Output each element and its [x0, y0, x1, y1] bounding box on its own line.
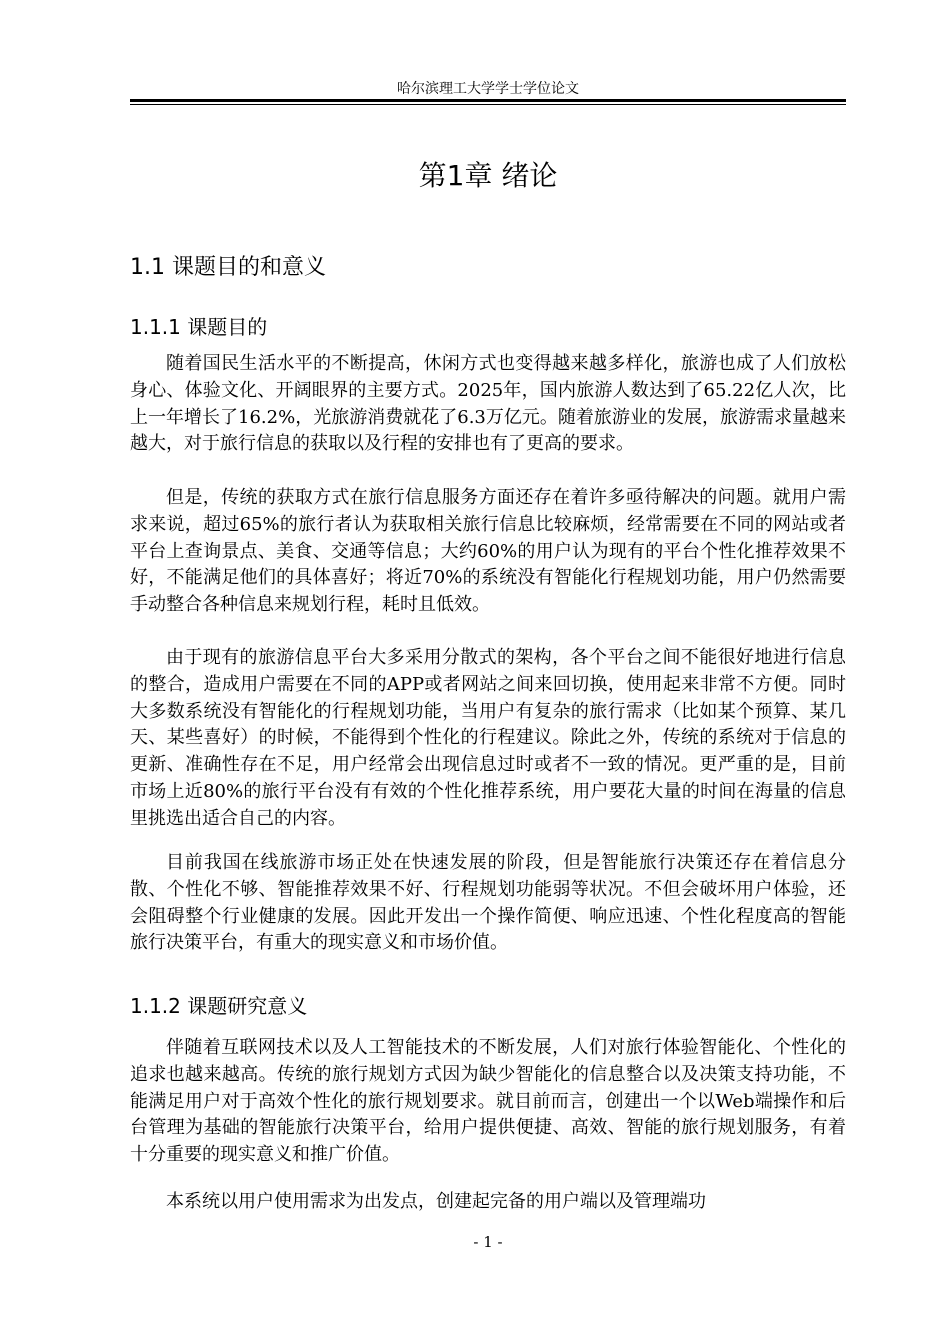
paragraph-3: 由于现有的旅游信息平台大多采用分散式的架构，各个平台之间不能很好地进行信息的整合，造成用户需要在不同的APP或者网站之间来回切换，使用起来非常不方便。同时大多数系统没有智能化的行程规划功能，当用户有复杂的旅行需求（比如某个预算、某几天、某些喜好）的时候，不能得到个性化的行程建议。除此之外，传统的系统对于信息的更新、准确性存在不足，用户经常会出现信息过时或者不一致的情况。更严重的是，目前市场上近80%的旅行平台没有有效的个性化推荐系统，用户要花大量的时间在海量的信息里挑选出适合自己的内容。	[130, 647, 846, 829]
section-heading-1-1: 1.1 课题目的和意义	[130, 255, 326, 280]
paragraph-2: 但是，传统的获取方式在旅行信息服务方面还存在着许多亟待解决的问题。就用户需求来说，超过65%的旅行者认为获取相关旅行信息比较麻烦，经常需要在不同的网站或者平台上查询景点、美食、交通等信息；大约60%的用户认为现有的平台个性化推荐效果不好，不能满足他们的具体喜好；将近70%的系统没有智能化行程规划功能，用户仍然需要手动整合各种信息来规划行程，耗时且低效。	[130, 487, 846, 616]
header-rule-thin	[130, 104, 846, 105]
section-heading-1-1-1: 1.1.1 课题目的	[130, 315, 268, 339]
running-header: 哈尔滨理工大学学士学位论文	[397, 81, 579, 97]
page-number: - 1 -	[473, 1233, 503, 1251]
paragraph-5: 伴随着互联网技术以及人工智能技术的不断发展，人们对旅行体验智能化、个性化的追求也越来越高。传统的旅行规划方式因为缺少智能化的信息整合以及决策支持功能，不能满足用户对于高效个性化的旅行规划要求。就目前而言，创建出一个以Web端操作和后台管理为基础的智能旅行决策平台，给用户提供便捷、高效、智能的旅行规划服务，有着十分重要的现实意义和推广价值。	[130, 1037, 846, 1166]
section-heading-1-1-2: 1.1.2 课题研究意义	[130, 994, 308, 1018]
paragraph-1: 随着国民生活水平的不断提高，休闲方式也变得越来越多样化，旅游也成了人们放松身心、体验文化、开阔眼界的主要方式。2025年，国内旅游人数达到了65.22亿人次，比上一年增长了16.2%，光旅游消费就花了6.3万亿元。随着旅游业的发展，旅游需求量越来越大，对于旅行信息的获取以及行程的安排也有了更高的要求。	[130, 353, 846, 455]
header-rule-thick	[130, 99, 846, 102]
paragraph-6: 本系统以用户使用需求为出发点，创建起完备的用户端以及管理端功	[166, 1191, 706, 1212]
paragraph-4: 目前我国在线旅游市场正处在快速发展的阶段，但是智能旅行决策还存在着信息分散、个性化不够、智能推荐效果不好、行程规划功能弱等状况。不但会破坏用户体验，还会阻碍整个行业健康的发展。因此开发出一个操作简便、响应迅速、个性化程度高的智能旅行决策平台，有重大的现实意义和市场价值。	[130, 852, 846, 954]
chapter-title: 第1章 绪论	[418, 159, 558, 192]
